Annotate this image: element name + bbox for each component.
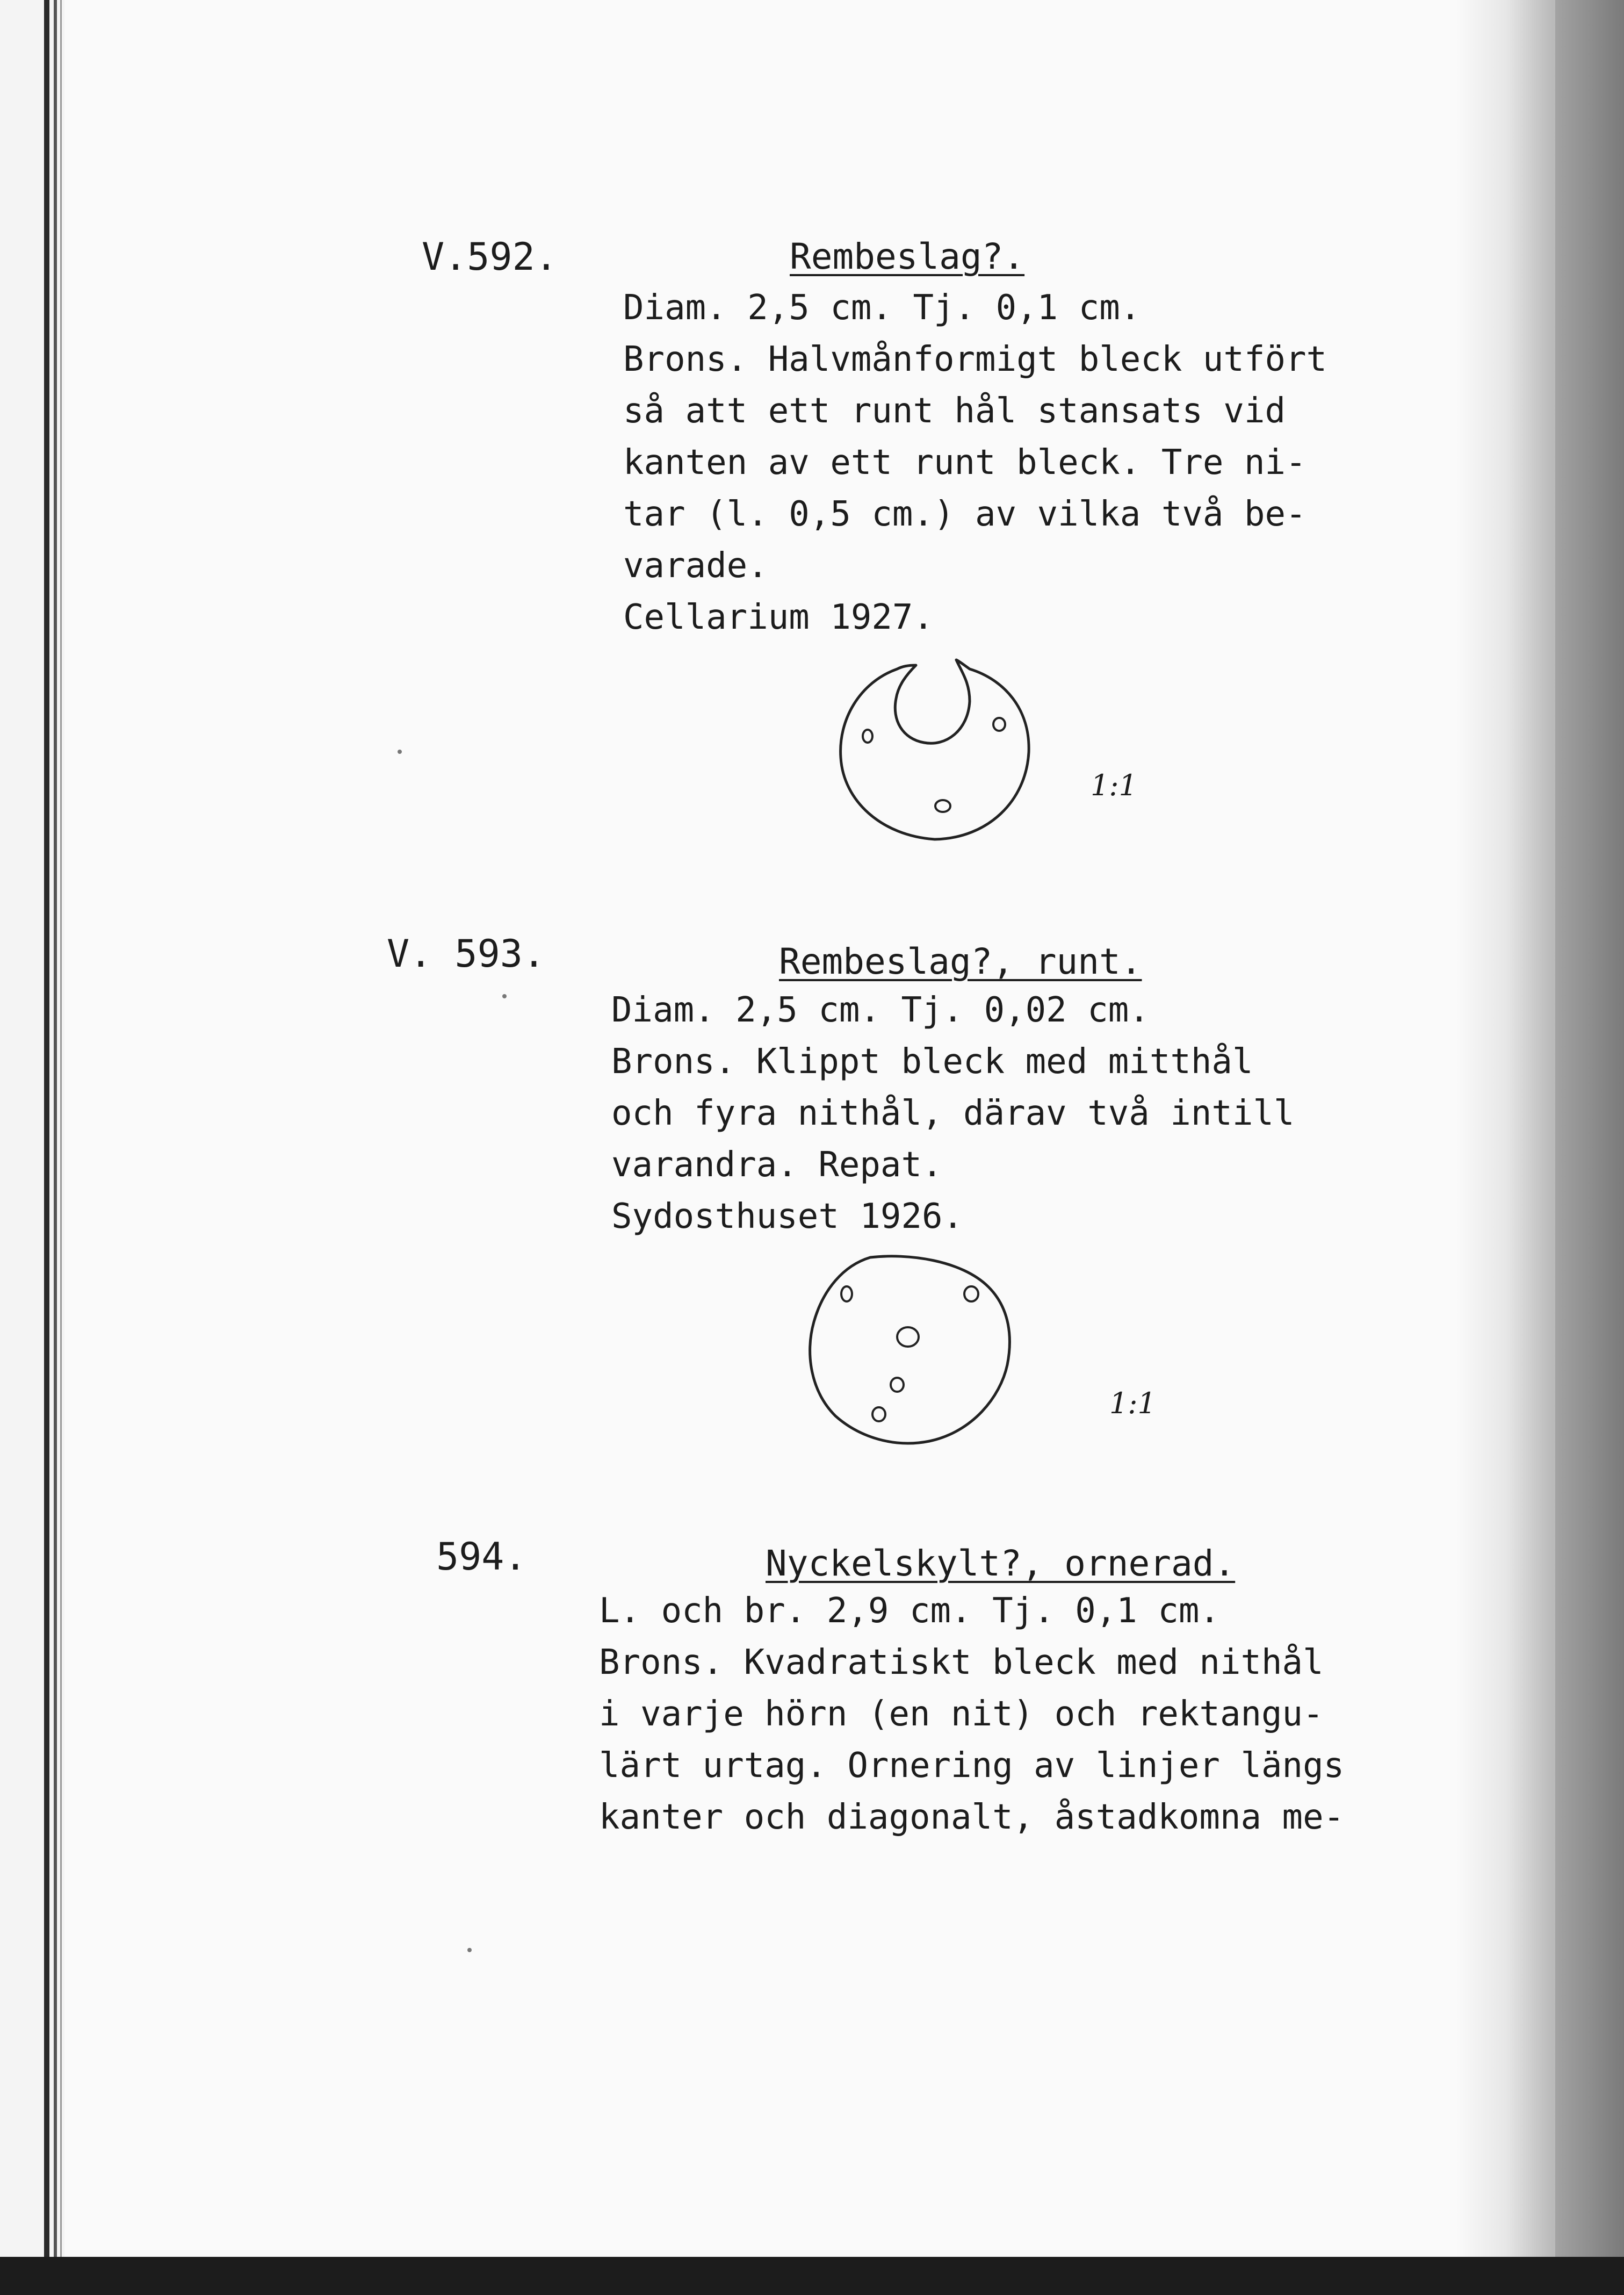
description-line: i varje hörn (en nit) och rektangu- <box>599 1694 1324 1734</box>
binding-line <box>60 0 62 2295</box>
crescent-mount-drawing <box>827 650 1042 849</box>
description-line: så att ett runt hål stansats vid <box>623 391 1286 431</box>
binding-line <box>44 0 49 2295</box>
binding-line <box>54 0 57 2295</box>
entry-title: Nyckelskylt?, ornerad. <box>766 1543 1236 1584</box>
description-line: varandra. Repat. <box>611 1145 943 1185</box>
scan-speck <box>502 994 507 998</box>
scale-label: 1:1 <box>1109 1386 1156 1420</box>
entry-description <box>611 984 1295 1242</box>
entry-title: Rembeslag?, runt. <box>779 941 1142 982</box>
description-line: Brons. Klippt bleck med mitthål <box>611 1042 1253 1082</box>
description-line: kanten av ett runt bleck. Tre ni- <box>623 443 1307 483</box>
description-line: Sydosthuset 1926. <box>611 1197 964 1236</box>
description-line: Brons. Halvmånformigt bleck utfört <box>623 340 1327 379</box>
entry-description <box>599 1585 1344 1843</box>
scan-bottom-edge <box>0 2257 1624 2295</box>
description-line: L. och br. 2,9 cm. Tj. 0,1 cm. <box>599 1591 1220 1631</box>
page-right-edge <box>1555 0 1624 2295</box>
description-line: kanter och diagonalt, åstadkomna me- <box>599 1797 1345 1837</box>
page-binding-edge <box>0 0 64 2295</box>
round-mount-drawing <box>800 1247 1015 1451</box>
scan-speck <box>467 1948 472 1952</box>
description-line: tar (l. 0,5 cm.) av vilka två be- <box>623 494 1307 534</box>
description-line: Brons. Kvadratiskt bleck med nithål <box>599 1643 1324 1682</box>
description-line: Diam. 2,5 cm. Tj. 0,1 cm. <box>623 288 1141 328</box>
description-line: Cellarium 1927. <box>623 598 934 637</box>
scale-label: 1:1 <box>1091 768 1137 802</box>
entry-number: V. 593. <box>387 932 546 976</box>
description-line: varade. <box>623 546 768 586</box>
description-line: lärt urtag. Ornering av linjer längs <box>599 1746 1345 1786</box>
description-line: Diam. 2,5 cm. Tj. 0,02 cm. <box>611 990 1150 1030</box>
description-line: och fyra nithål, därav två intill <box>611 1093 1295 1133</box>
entry-title: Rembeslag?. <box>790 236 1025 277</box>
entry-number: V.592. <box>422 235 558 279</box>
entry-number: 594. <box>436 1535 527 1579</box>
entry-description <box>623 282 1327 643</box>
scan-speck <box>398 750 402 754</box>
